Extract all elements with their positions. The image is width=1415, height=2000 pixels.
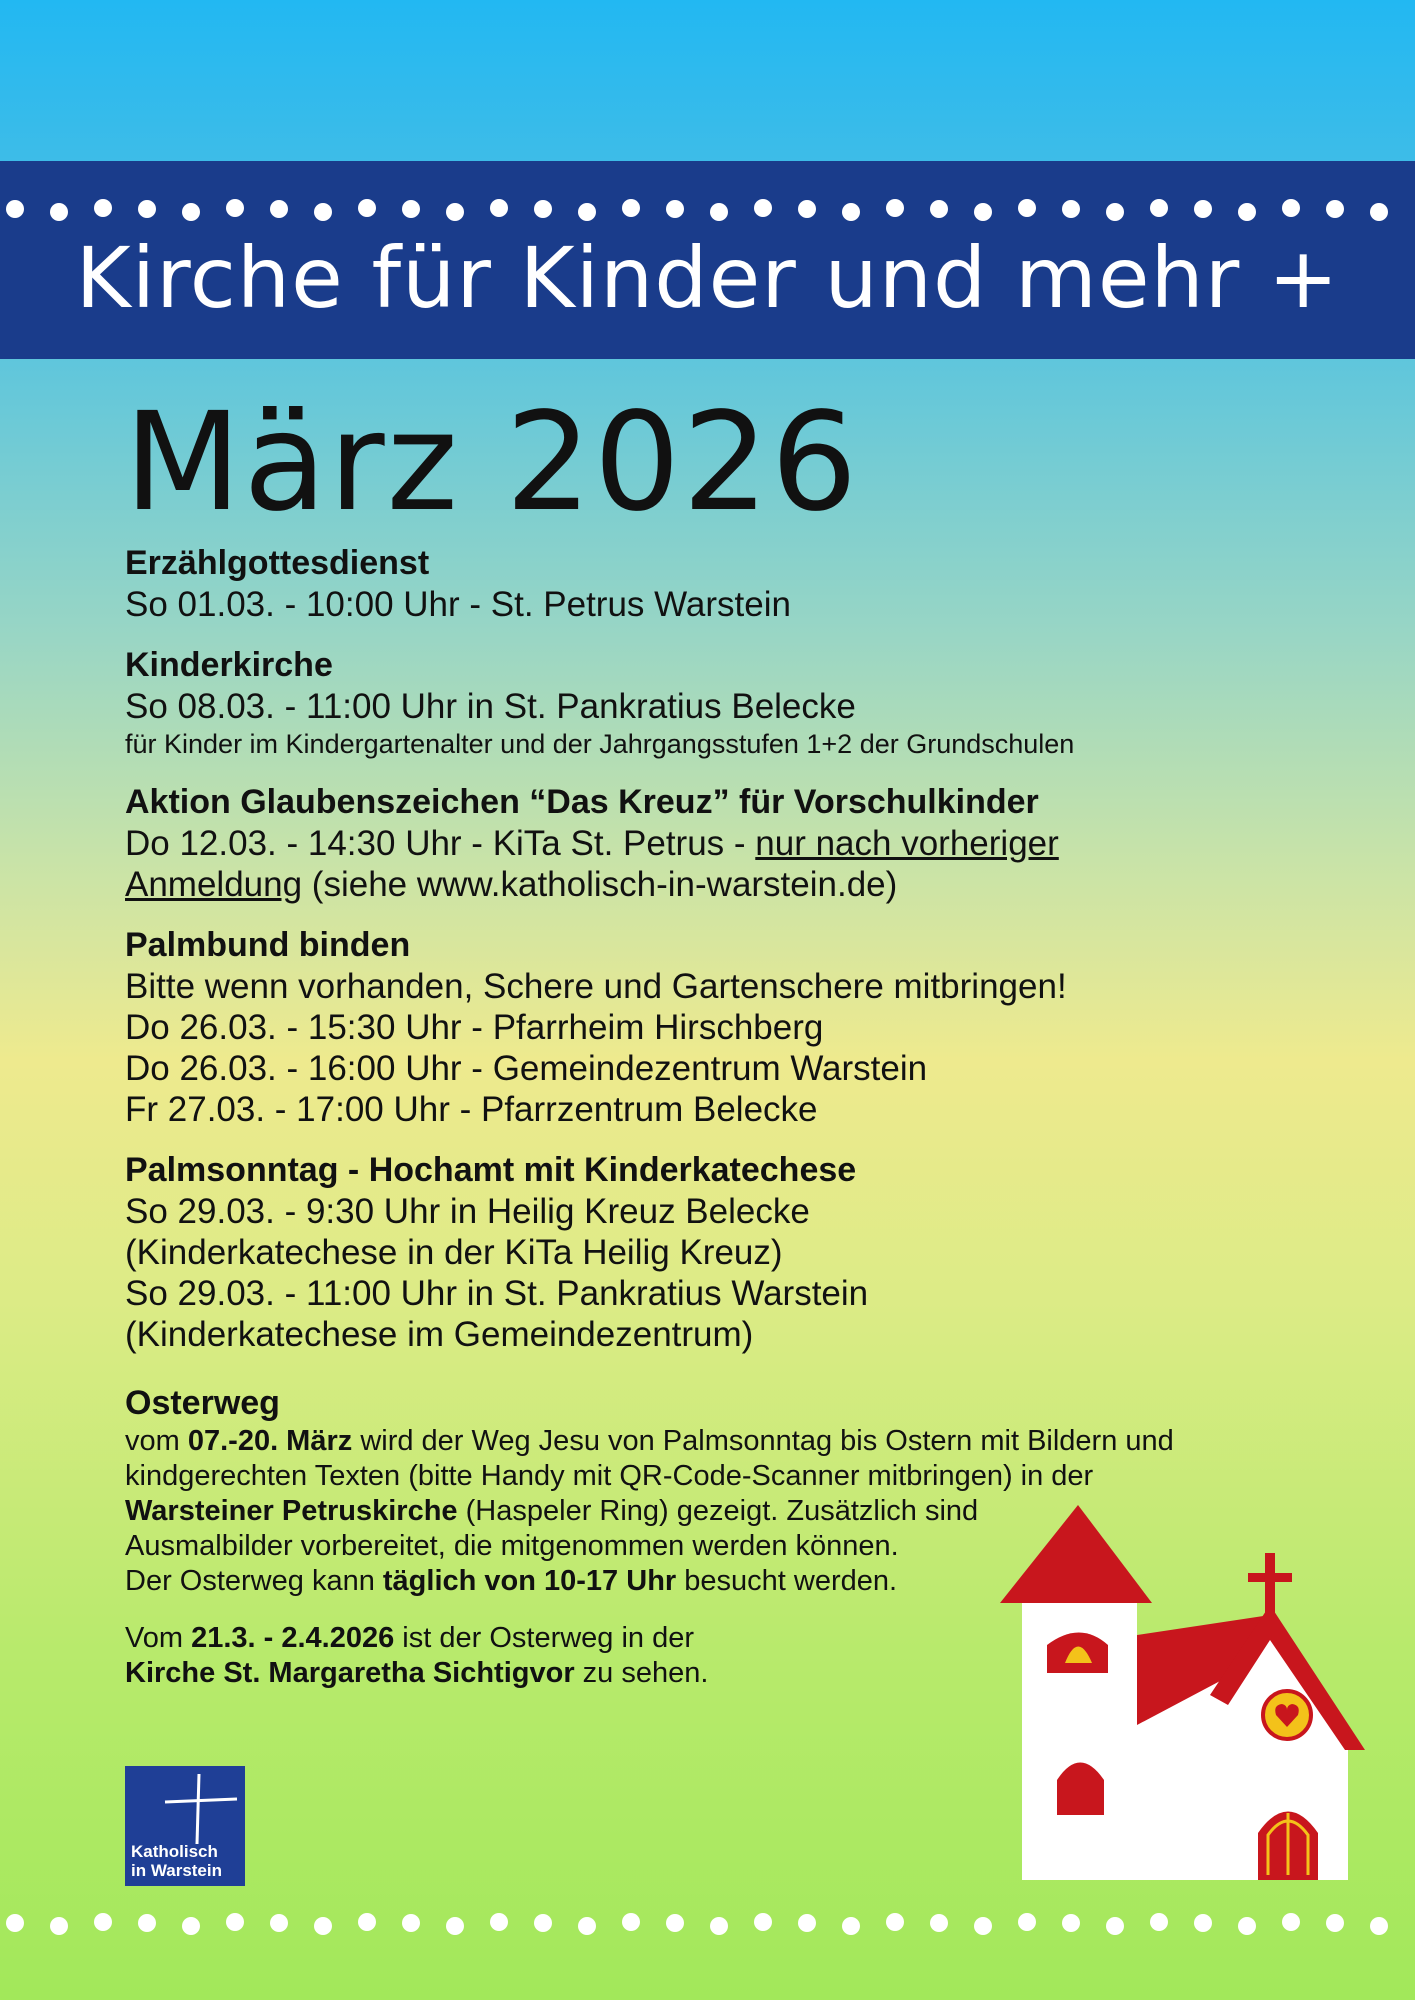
dot — [94, 1913, 112, 1931]
text: kindgerechten Texten (bitte Handy mit QR-Code-Scanner mitbringen) in der — [125, 1460, 1094, 1492]
event-line: (Kinderkatechese in der KiTa Heilig Kreuz) — [125, 1233, 783, 1272]
dot — [1018, 1913, 1036, 1931]
dot — [930, 1914, 948, 1932]
text: besucht werden. — [676, 1565, 898, 1597]
dot — [754, 199, 772, 217]
katholisch-in-warstein-logo — [125, 1766, 245, 1886]
dot — [226, 199, 244, 217]
dot — [1018, 199, 1036, 217]
event-line: So 08.03. - 11:00 Uhr in St. Pankratius Belecke — [125, 687, 856, 726]
dot — [182, 1917, 200, 1935]
text: ist der Osterweg in der — [394, 1622, 695, 1654]
dot — [314, 1917, 332, 1935]
dot — [974, 203, 992, 221]
website-text: (siehe www.katholisch-in-warstein.de) — [302, 865, 898, 904]
event-glaubenszeichen — [125, 782, 1305, 905]
dot — [798, 1914, 816, 1932]
event-line: Do 26.03. - 15:30 Uhr - Pfarrheim Hirschberg — [125, 1008, 824, 1047]
registration-note: nur nach vorheriger — [755, 824, 1059, 863]
dot — [886, 1913, 904, 1931]
month-title: März 2026 — [124, 384, 860, 542]
dot — [182, 203, 200, 221]
event-heading: Palmsonntag - Hochamt mit Kinderkatechese — [125, 1151, 857, 1189]
decorative-dots-bottom — [0, 1910, 1415, 1936]
dot — [50, 1917, 68, 1935]
dot — [666, 1914, 684, 1932]
dot — [534, 200, 552, 218]
event-line: So 29.03. - 11:00 Uhr in St. Pankratius Warstein — [125, 1274, 869, 1313]
text: Ausmalbilder vorbereitet, die mitgenommen werden können. — [125, 1530, 899, 1562]
date-range: 21.3. - 2.4.2026 — [191, 1622, 395, 1654]
dot — [446, 1917, 464, 1935]
text: (Haspeler Ring) gezeigt. Zusätzlich sind — [457, 1495, 979, 1527]
dot — [1326, 200, 1344, 218]
dot — [710, 203, 728, 221]
tower-roof — [1000, 1505, 1152, 1603]
dot — [1282, 199, 1300, 217]
event-note: für Kinder im Kindergartenalter und der Jahrgangsstufen 1+2 der Grundschulen — [125, 729, 1075, 759]
dot — [138, 200, 156, 218]
date-range: 07.-20. März — [187, 1425, 353, 1457]
dot — [1282, 1913, 1300, 1931]
dot — [1194, 200, 1212, 218]
dot — [1238, 1917, 1256, 1935]
dot — [578, 203, 596, 221]
event-palmbund — [125, 925, 1305, 1130]
event-erzaehlgottesdienst — [125, 543, 1305, 625]
dot — [270, 1914, 288, 1932]
dot — [446, 203, 464, 221]
registration-note: Anmeldung — [125, 865, 303, 904]
dot — [50, 203, 68, 221]
location: Warsteiner Petruskirche — [125, 1495, 458, 1527]
dot — [1106, 203, 1124, 221]
dot — [886, 199, 904, 217]
dot — [534, 1914, 552, 1932]
event-line — [125, 823, 1305, 864]
dot — [6, 200, 24, 218]
event-line: Bitte wenn vorhanden, Schere und Gartenschere mitbringen! — [125, 967, 1067, 1006]
dot — [138, 1914, 156, 1932]
dot — [270, 200, 288, 218]
decorative-dots-top — [0, 196, 1415, 222]
dot — [1062, 1914, 1080, 1932]
event-line — [125, 864, 1305, 905]
dot — [402, 1914, 420, 1932]
text: vom — [125, 1425, 188, 1457]
church-illustration — [1000, 1495, 1370, 1895]
dot — [710, 1917, 728, 1935]
event-heading: Erzählgottesdienst — [125, 544, 430, 582]
dot — [226, 1913, 244, 1931]
event-kinderkirche — [125, 645, 1305, 762]
cross-icon — [1265, 1553, 1275, 1621]
dot — [842, 203, 860, 221]
opening-hours: täglich von 10-17 Uhr — [382, 1565, 677, 1597]
dot — [358, 199, 376, 217]
location: Kirche St. Margaretha Sichtigvor — [125, 1657, 575, 1689]
dot — [1150, 1913, 1168, 1931]
event-heading: Kinderkirche — [125, 646, 333, 684]
dot — [1238, 203, 1256, 221]
event-line: So 01.03. - 10:00 Uhr - St. Petrus Warstein — [125, 585, 791, 624]
text: Der Osterweg kann — [125, 1565, 383, 1597]
event-heading: Aktion Glaubenszeichen “Das Kreuz” für Vorschulkinder — [125, 783, 1039, 821]
text: Vom — [125, 1622, 192, 1654]
dot — [1062, 200, 1080, 218]
dot — [490, 1913, 508, 1931]
event-line: (Kinderkatechese im Gemeindezentrum) — [125, 1315, 754, 1354]
logo-text: Katholisch in Warstein — [131, 1842, 222, 1880]
dot — [930, 200, 948, 218]
event-heading: Osterweg — [125, 1384, 280, 1422]
dot — [754, 1913, 772, 1931]
dot — [1150, 199, 1168, 217]
dot — [1370, 1917, 1388, 1935]
event-line: Do 26.03. - 16:00 Uhr - Gemeindezentrum Warstein — [125, 1049, 928, 1088]
dot — [94, 199, 112, 217]
dot — [842, 1917, 860, 1935]
dot — [1194, 1914, 1212, 1932]
dot — [1326, 1914, 1344, 1932]
dot — [1106, 1917, 1124, 1935]
event-palmsonntag — [125, 1150, 1305, 1355]
dot — [578, 1917, 596, 1935]
dot — [666, 200, 684, 218]
event-heading: Palmbund binden — [125, 926, 411, 964]
event-text: Do 12.03. - 14:30 Uhr - KiTa St. Petrus - — [125, 824, 756, 863]
dot — [358, 1913, 376, 1931]
event-line: Fr 27.03. - 17:00 Uhr - Pfarrzentrum Belecke — [125, 1090, 818, 1129]
dot — [402, 200, 420, 218]
dot — [314, 203, 332, 221]
dot — [6, 1914, 24, 1932]
event-line: So 29.03. - 9:30 Uhr in Heilig Kreuz Belecke — [125, 1192, 810, 1231]
banner-title: Kirche für Kinder und mehr + — [75, 229, 1340, 327]
dot — [622, 199, 640, 217]
text: zu sehen. — [574, 1657, 709, 1689]
dot — [798, 200, 816, 218]
dot — [1370, 203, 1388, 221]
dot — [622, 1913, 640, 1931]
dot — [490, 199, 508, 217]
dot — [974, 1917, 992, 1935]
text: wird der Weg Jesu von Palmsonntag bis Ostern mit Bildern und — [352, 1425, 1174, 1457]
